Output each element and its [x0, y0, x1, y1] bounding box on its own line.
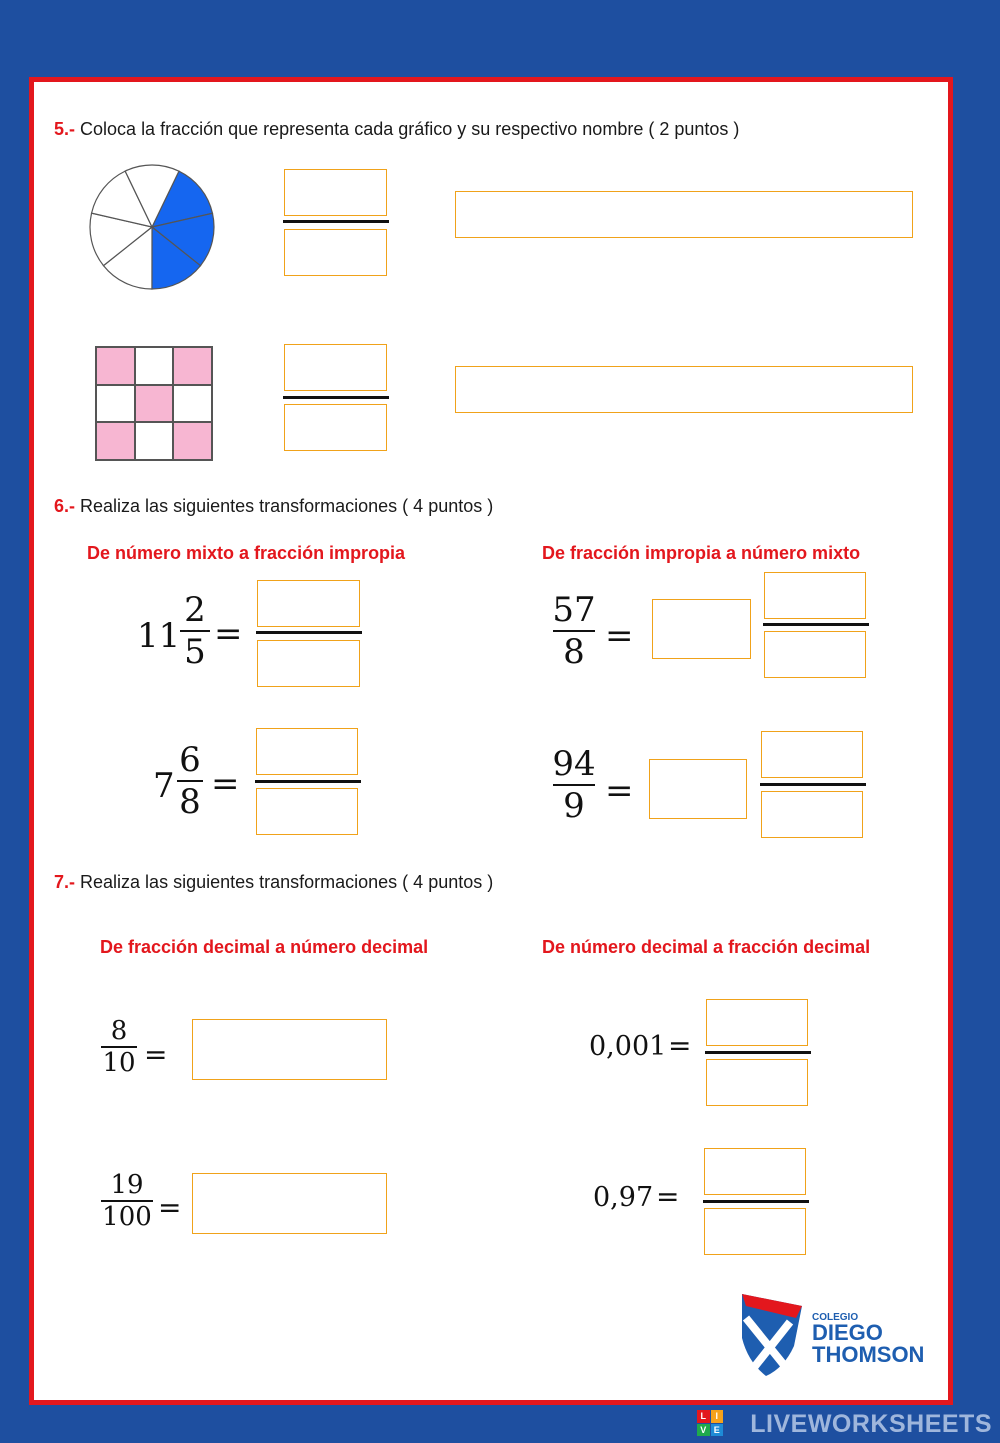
q6-improper-2-whole-input[interactable] — [649, 759, 747, 819]
mixed-denominator: 5 — [184, 632, 206, 672]
q7-decimal-1-denominator-input[interactable] — [706, 1059, 808, 1106]
equals-sign: = — [144, 1038, 168, 1071]
badge-letter: I — [711, 1410, 724, 1423]
fraction-bar — [763, 623, 869, 626]
question-number: 6.- — [54, 496, 76, 516]
equals-sign: = — [656, 1180, 680, 1213]
grid-cell-shaded — [173, 347, 212, 385]
decimal-fraction — [101, 1016, 137, 1078]
logo-small-text: COLEGIO — [812, 1312, 859, 1323]
fraction-bar — [703, 1200, 809, 1203]
mixed-whole: 11 — [137, 616, 181, 656]
question-7-title — [54, 872, 493, 893]
decimal-numerator: 19 — [110, 1170, 144, 1200]
equals-sign: = — [605, 771, 634, 811]
fraction-bar — [283, 220, 389, 223]
mixed-fraction — [180, 590, 210, 672]
q6-right-heading: De fracción impropia a número mixto — [542, 543, 861, 563]
grid-cell — [135, 347, 174, 385]
q5-fraction-1-name-input[interactable] — [455, 191, 913, 238]
q6-improper-2-denominator-input[interactable] — [761, 791, 863, 838]
improper-numerator: 57 — [552, 590, 596, 630]
fraction-bar — [283, 396, 389, 399]
q5-fraction-2-numerator-input[interactable] — [284, 344, 387, 391]
q6-improper-1-whole-input[interactable] — [652, 599, 751, 659]
q7-decimal-2-denominator-input[interactable] — [704, 1208, 806, 1255]
fraction-bar — [705, 1051, 811, 1054]
grid-cell-shaded — [173, 422, 212, 460]
q5-fraction-2-denominator-input[interactable] — [284, 404, 387, 451]
question-5-title — [54, 119, 739, 140]
improper-denominator: 8 — [563, 632, 585, 672]
grid-fraction-graphic — [95, 346, 213, 461]
improper-denominator: 9 — [563, 786, 585, 826]
mixed-denominator: 8 — [179, 782, 201, 822]
decimal-number: 0,97 — [593, 1182, 654, 1213]
q6-improper-1-denominator-input[interactable] — [764, 631, 866, 678]
mixed-fraction — [177, 740, 203, 822]
q5-fraction-1-numerator-input[interactable] — [284, 169, 387, 216]
decimal-denominator: 100 — [102, 1202, 152, 1232]
q6-improper-1-numerator-input[interactable] — [764, 572, 866, 619]
q6-improper-2-numerator-input[interactable] — [761, 731, 863, 778]
improper-numerator: 94 — [552, 744, 596, 784]
q5-fraction-1-denominator-input[interactable] — [284, 229, 387, 276]
logo-line-2: THOMSON — [812, 1342, 925, 1367]
grid-cell-shaded — [96, 347, 135, 385]
improper-fraction — [553, 590, 595, 672]
question-6-title — [54, 496, 493, 517]
question-number: 7.- — [54, 872, 76, 892]
pie-fraction-graphic — [85, 160, 219, 294]
equals-sign: = — [158, 1191, 182, 1224]
badge-letter: V — [697, 1424, 710, 1437]
question-text: Realiza las siguientes transformaciones ( 4 puntos ) — [80, 496, 494, 516]
equals-sign: = — [668, 1029, 692, 1062]
liveworksheets-badge-icon — [697, 1410, 723, 1436]
equals-sign: = — [211, 764, 240, 804]
grid-cell-shaded — [96, 422, 135, 460]
q7-fraction-2-decimal-input[interactable] — [192, 1173, 387, 1234]
grid-cell-shaded — [135, 385, 174, 423]
question-text: Realiza las siguientes transformaciones ( 4 puntos ) — [80, 872, 494, 892]
q6-left-heading: De número mixto a fracción impropia — [87, 543, 406, 563]
q6-mixed-1-numerator-input[interactable] — [257, 580, 360, 627]
q7-right-heading: De número decimal a fracción decimal — [542, 937, 871, 957]
mixed-numerator: 6 — [179, 740, 201, 780]
grid-cell — [96, 385, 135, 423]
decimal-fraction — [101, 1170, 153, 1232]
fraction-bar — [256, 631, 362, 634]
q7-fraction-1-decimal-input[interactable] — [192, 1019, 387, 1080]
grid-cell — [135, 422, 174, 460]
q7-left-heading: De fracción decimal a número decimal — [100, 937, 429, 957]
q7-decimal-2-numerator-input[interactable] — [704, 1148, 806, 1195]
decimal-numerator: 8 — [110, 1016, 128, 1046]
equals-sign: = — [605, 616, 634, 656]
liveworksheets-watermark: LIVEWORKSHEETS — [750, 1410, 992, 1438]
mixed-numerator: 2 — [184, 590, 206, 630]
mixed-whole: 7 — [153, 766, 175, 806]
q6-mixed-2-numerator-input[interactable] — [256, 728, 358, 775]
q6-mixed-1-denominator-input[interactable] — [257, 640, 360, 687]
decimal-denominator: 10 — [102, 1048, 136, 1078]
badge-letter: L — [697, 1410, 710, 1423]
school-logo-shield-icon — [736, 1292, 806, 1378]
q7-decimal-1-numerator-input[interactable] — [706, 999, 808, 1046]
grid-cell — [173, 385, 212, 423]
q5-fraction-2-name-input[interactable] — [455, 366, 913, 413]
logo-line-1: DIEGO — [812, 1320, 883, 1345]
badge-letter: E — [711, 1424, 724, 1437]
fraction-bar — [760, 783, 866, 786]
equals-sign: = — [214, 614, 243, 654]
fraction-bar — [255, 780, 361, 783]
q6-mixed-2-denominator-input[interactable] — [256, 788, 358, 835]
question-text: Coloca la fracción que representa cada gráfico y su respectivo nombre ( 2 puntos ) — [80, 119, 740, 139]
decimal-number: 0,001 — [589, 1031, 667, 1062]
question-number: 5.- — [54, 119, 76, 139]
improper-fraction — [553, 744, 595, 826]
